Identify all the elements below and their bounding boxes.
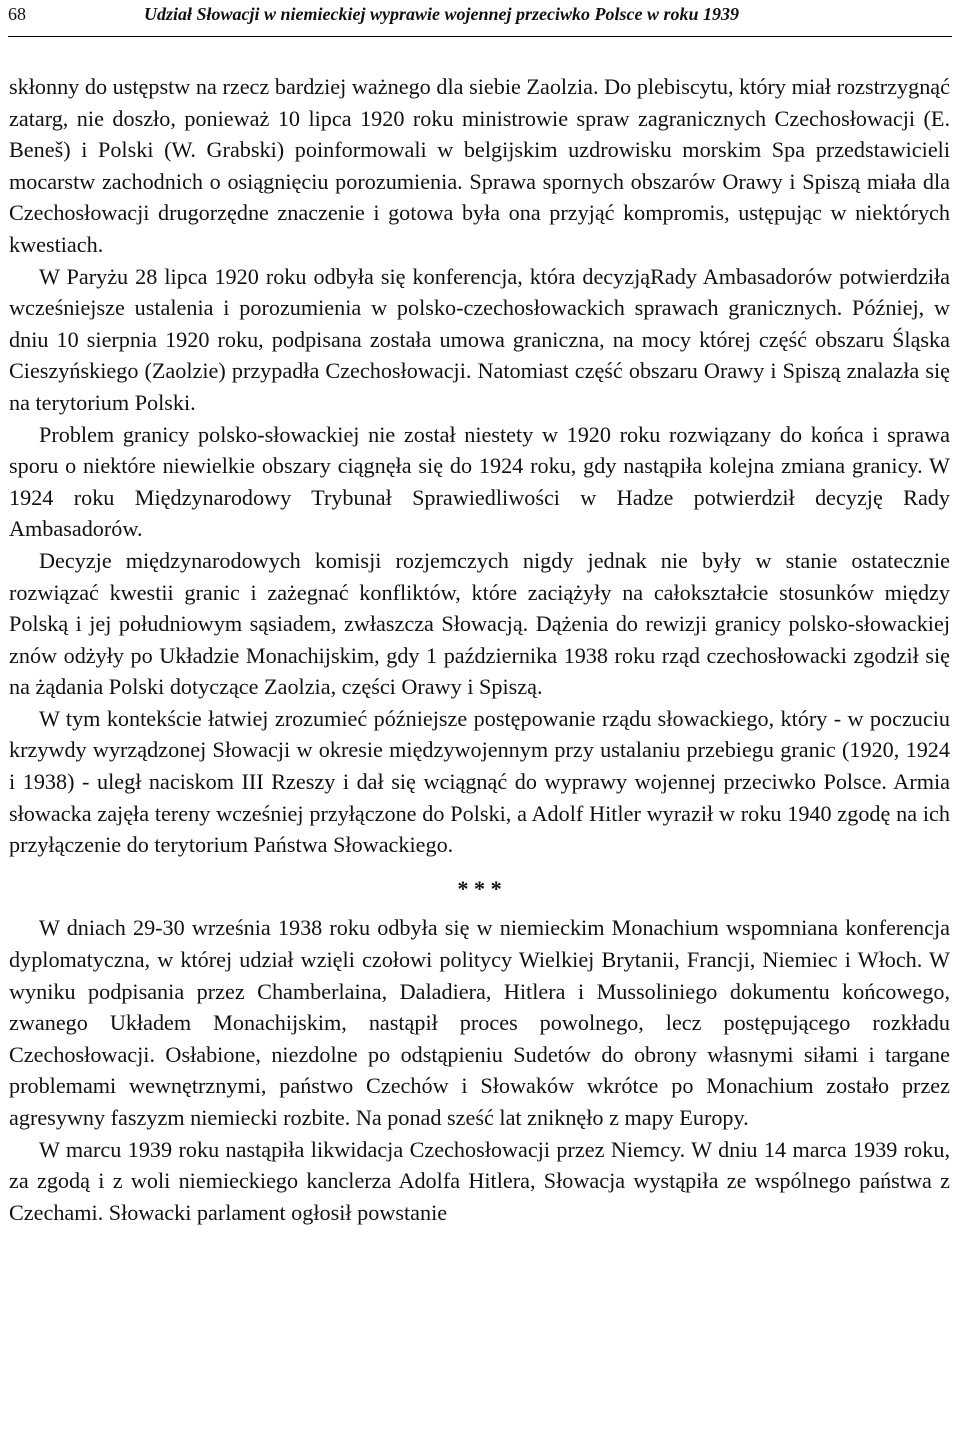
paragraph: Decyzje międzynarodowych komisji rozjemczych nigdy jednak nie były w stanie ostatecznie rozwiązać kwestii granic i zażegnać konfliktów, które zaciążyły na całokształcie stosunków między Polską i jej południowym sąsiadem, zwłaszcza Słowacją. Dążenia do rewizji granicy polsko-słowackiej znów odżyły po Układzie Monachijskim, gdy 1 października 1938 roku rząd czechosłowacki zgodził się na żądania Polski dotyczące Zaolzia, części Orawy i Spiszą. (9, 547, 950, 700)
article-body (9, 71, 950, 1228)
running-title: Udział Słowacji w niemieckiej wyprawie wojennej przeciwko Polsce w roku 1939 (144, 4, 739, 24)
paragraph: skłonny do ustępstw na rzecz bardziej ważnego dla siebie Zaolzia. Do plebiscytu, który miał rozstrzygnąć zatarg, nie doszło, ponieważ 10 lipca 1920 roku ministrowie spraw zagranicznych Czechosłowacji (E. Beneš) i Polski (W. Grabski) poinformowali w belgijskim uzdrowisku morskim Spa przedstawicieli mocarstw zachodnich o osiągnięciu porozumienia. Sprawa spornych obszarów Orawy i Spiszą miała dla Czechosłowacji drugorzędne znaczenie i gotowa była ona przyjąć kompromis, ustępując w niektórych kwestiach. (9, 74, 950, 257)
page-number: 68 (8, 4, 26, 24)
paragraph: W dniach 29-30 września 1938 roku odbyła się w niemieckim Monachium wspomniana konferencja dyplomatyczna, w której udział wzięli czołowi politycy Wielkiej Brytanii, Francji, Niemiec i Włoch. W wyniku podpisania przez Chamberlaina, Daladiera, Hitlera i Mussoliniego dokumentu końcowego, zwanego Układem Monachijskim, nastąpił proces powolnego, lecz postępującego rozkładu Czechosłowacji. Osłabione, niezdolne po odstąpieniu Sudetów do obrony własnymi siłami i targane problemami wewnętrznymi, państwo Czechów i Słowaków wkrótce po Monachium zostało przez agresywny faszyzm niemiecki rozbite. Na ponad sześć lat zniknęło z mapy Europy. (9, 915, 950, 1130)
paragraph: W marcu 1939 roku nastąpiła likwidacja Czechosłowacji przez Niemcy. W dniu 14 marca 1939 roku, za zgodą i z woli niemieckiego kanclerza Adolfa Hitlera, Słowacja wystąpiła ze wspólnego państwa z Czechami. Słowacki parlament ogłosił powstanie (9, 1136, 950, 1225)
paragraph: Problem granicy polsko-słowackiej nie został niestety w 1920 roku rozwiązany do końca i sprawa sporu o niektóre niewielkie obszary ciągnęła się do 1924 roku, gdy nastąpiła kolejna zmiana granicy. W 1924 roku Międzynarodowy Trybunał Sprawiedliwości w Hadze potwierdził decyzję Rady Ambasadorów. (9, 421, 950, 542)
paragraph: W Paryżu 28 lipca 1920 roku odbyła się konferencja, która decyzjąRady Ambasadorów potwierdziła wcześniejsze ustalenia i porozumienia w polsko-czechosłowackich sprawach granicznych. Później, w dniu 10 sierpnia 1920 roku, podpisana została umowa graniczna, na mocy której część obszaru Śląska Cieszyńskiego (Zaolzie) przypadła Czechosłowacji. Natomiast część obszaru Orawy i Spiszą znalazła się na terytorium Polski. (9, 263, 950, 415)
section-separator: * * * (457, 875, 502, 901)
page-header (8, 0, 952, 37)
paragraph: W tym kontekście łatwiej zrozumieć późniejsze postępowanie rządu słowackiego, który - w poczuciu krzywdy wyrządzonej Słowacji w okresie międzywojennym przy ustalaniu przebiegu granic (1920, 1924 i 1938) - uległ naciskom III Rzeszy i dał się wciągnąć do wyprawy wojennej przeciwko Polsce. Armia słowacka zajęła tereny wcześniej przyłączone do Polski, a Adolf Hitler wyraził w roku 1940 zgodę na ich przyłączenie do terytorium Państwa Słowackiego. (9, 705, 950, 858)
